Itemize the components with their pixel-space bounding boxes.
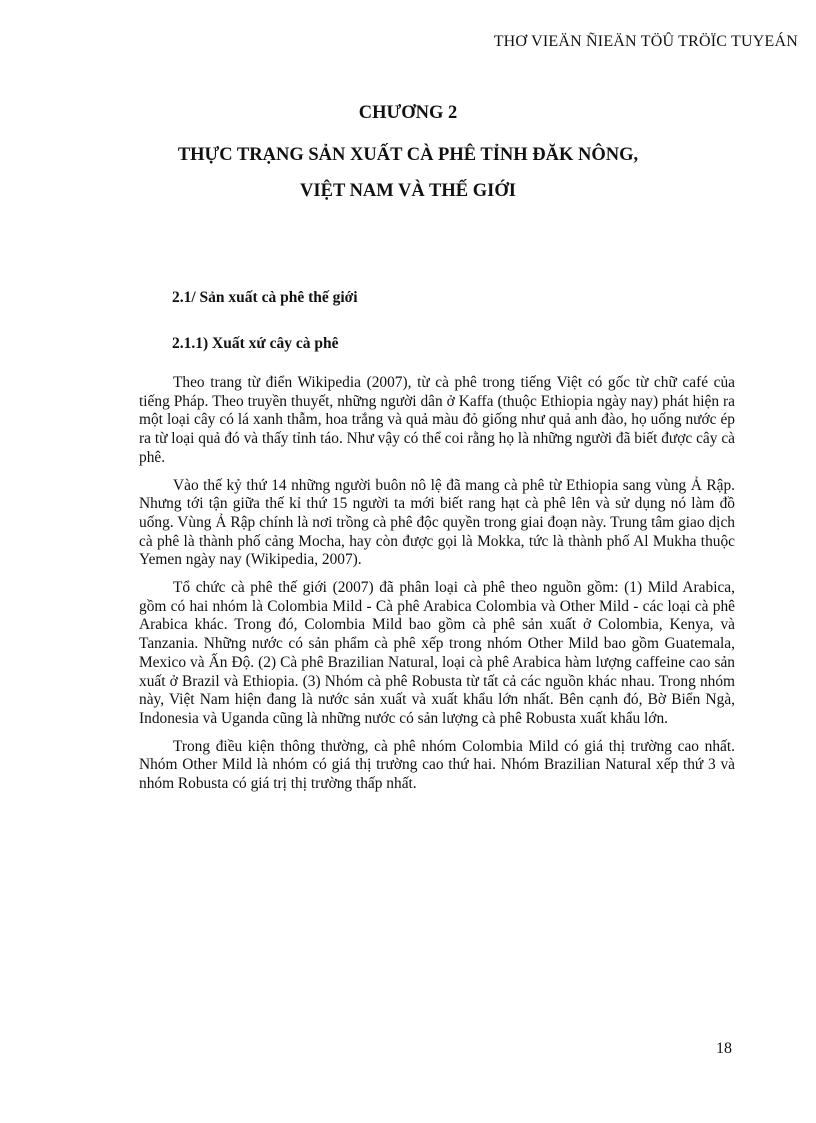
section-heading: 2.1/ Sản xuất cà phê thế giới — [172, 289, 358, 306]
paragraph-4: Trong điều kiện thông thường, cà phê nhóm Colombia Mild có giá thị trường cao nhất. Nhóm Other Mild là nhóm có giá thị trường cao thứ hai. Nhóm Brazilian Natural xếp thứ 3 và nhóm Robusta có giá trị thị trường thấp nhất. — [139, 737, 735, 793]
chapter-label: CHƯƠNG 2 — [358, 103, 458, 123]
running-header: THƠ VIEÄN ÑIEÄN TÖÛ TRÖÏC TUYEÁN — [493, 33, 798, 50]
page-number: 18 — [716, 1040, 732, 1057]
paragraph-1: Theo trang từ điển Wikipedia (2007), từ cà phê trong tiếng Việt có gốc từ chữ café của tiếng Pháp. Theo truyền thuyết, những người dân ở Kaffa (thuộc Ethiopia ngày nay) phát hiện ra một loại cây có lá xanh thẫm, hoa trắng và quả màu đỏ giống như quả anh đào, họ uống nước ép ra từ loại quả đó và thấy tỉnh táo. Như vậy có thể coi rằng họ là những người đã biết được cây cà phê. — [139, 374, 735, 466]
paragraph-3: Tổ chức cà phê thế giới (2007) đã phân loại cà phê theo nguồn gồm: (1) Mild Arabica, gồm có hai nhóm là Colombia Mild - Cà phê Arabica Colombia và Other Mild - các loại cà phê Arabica khác. Trong đó, Colombia Mild bao gồm cà phê sản xuất ở Colombia, Kenya, và Tanzania. Những nước có sản phẩm cà phê xếp trong nhóm Other Mild bao gồm Guatemala, Mexico và Ấn Độ. (2) Cà phê Brazilian Natural, loại cà phê Arabica hàm lượng caffeine cao sản xuất ở Brazil và Ethiopia. (3) Nhóm cà phê Robusta từ tất cả các nguồn khác nhau. Trong nhóm này, Việt Nam hiện đang là nước sản xuất và xuất khẩu lớn nhất. Bên cạnh đó, Bờ Biển Ngà, Indonesia và Uganda cũng là những nước có sản lượng cà phê Robusta xuất khẩu lớn. — [139, 579, 735, 727]
chapter-title-line-1: THỰC TRẠNG SẢN XUẤT CÀ PHÊ TỈNH ĐĂK NÔNG, — [177, 145, 639, 165]
paragraph-2: Vào thế kỷ thứ 14 những người buôn nô lệ đã mang cà phê từ Ethiopia sang vùng Ả Rập. Nhưng tới tận giữa thế kỉ thứ 15 người ta mới biết rang hạt cà phê lên và sử dụng nó làm đồ uống. Vùng Ả Rập chính là nơi trồng cà phê độc quyền trong giai đoạn này. Trung tâm giao dịch cà phê là thành phố cảng Mocha, hay còn được gọi là Mokka, tức là thành phố Al Mukha thuộc Yemen ngày nay (Wikipedia, 2007). — [139, 476, 735, 569]
chapter-title-line-2: VIỆT NAM VÀ THẾ GIỚI — [300, 181, 516, 201]
subsection-heading: 2.1.1) Xuất xứ cây cà phê — [172, 335, 339, 352]
body-text — [139, 374, 735, 803]
